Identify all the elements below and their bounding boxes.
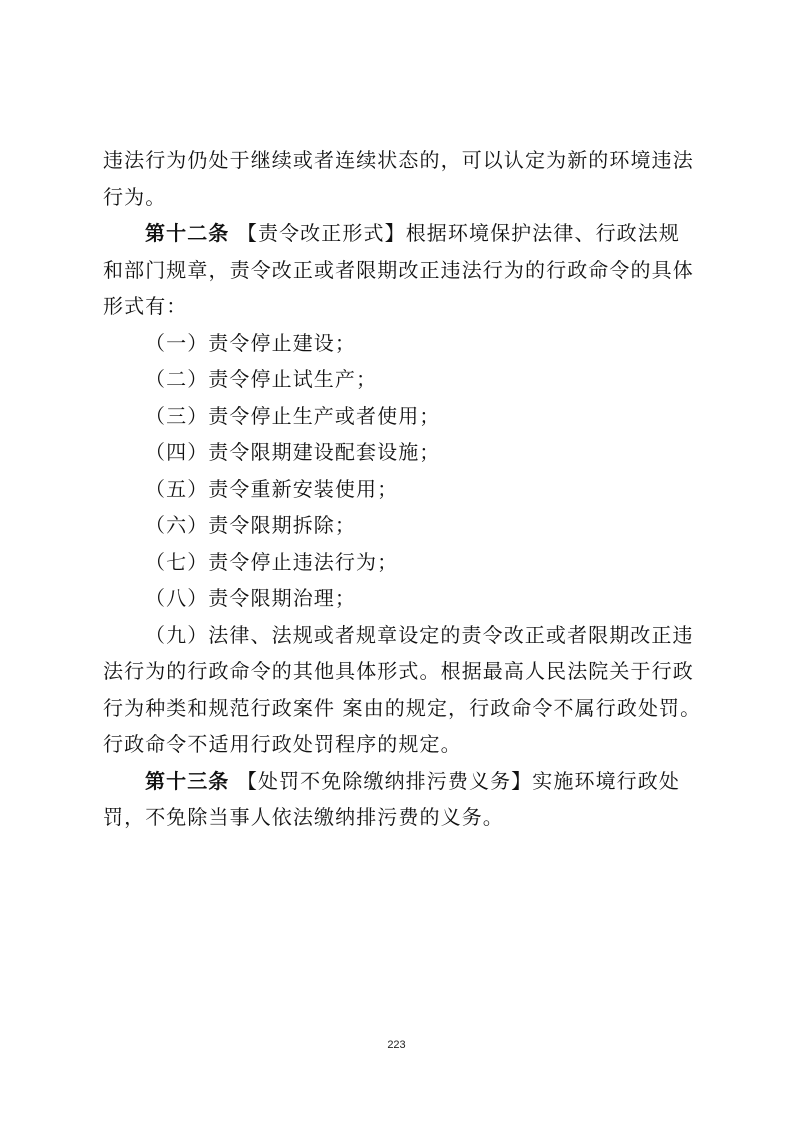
text-line: 违法行为仍处于继续或者连续状态的，可以认定为新的环境违法 [103,148,694,172]
article-12-title: 【责令改正形式】 [236,221,406,245]
article-13-line [103,763,693,800]
text-line: 行为种类和规范行政案件 案由的规定，行政命令不属行政处罚。 [103,695,702,720]
text-line: 和部门规章，责令改正或者限期改正违法行为的行政命令的具体 [103,257,694,282]
article-12-heading: 第十二条 [145,221,230,245]
list-item: （四）责令限期建设配套设施； [145,440,441,464]
list-item: （八）责令限期治理； [145,586,356,610]
list-item: （九）法律、法规或者规章设定的责令改正或者限期改正违 [145,622,694,647]
list-item: （一）责令停止建设； [145,330,356,355]
text-line: 法行为的行政命令的其他具体形式。根据最高人民法院关于行政 [103,659,694,683]
list-item: （五）责令重新安装使用； [145,476,399,501]
article-13-title: 【处罚不免除缴纳排污费义务】 [236,768,533,793]
list-item: （七）责令停止违法行为； [145,549,399,574]
list-item: （三）责令停止生产或者使用； [145,403,441,428]
text-line: 行政命令不适用行政处罚程序的规定。 [103,732,462,756]
text-line: 形式有： [103,294,188,318]
list-item: （二）责令停止试生产； [145,367,378,391]
text-line: 罚，不免除当事人依法缴纳排污费的义务。 [103,805,504,829]
text-line: 行为。 [103,184,167,209]
document-body [103,142,702,836]
article-13-heading: 第十三条 [145,768,230,793]
article-12-text: 根据环境保护法律、行政法规 [405,221,680,245]
article-13-text: 实施环境行政处 [532,768,680,793]
list-item: （六）责令限期拆除； [145,513,356,537]
page-number: 223 [387,1039,406,1051]
article-12-line [103,215,693,252]
